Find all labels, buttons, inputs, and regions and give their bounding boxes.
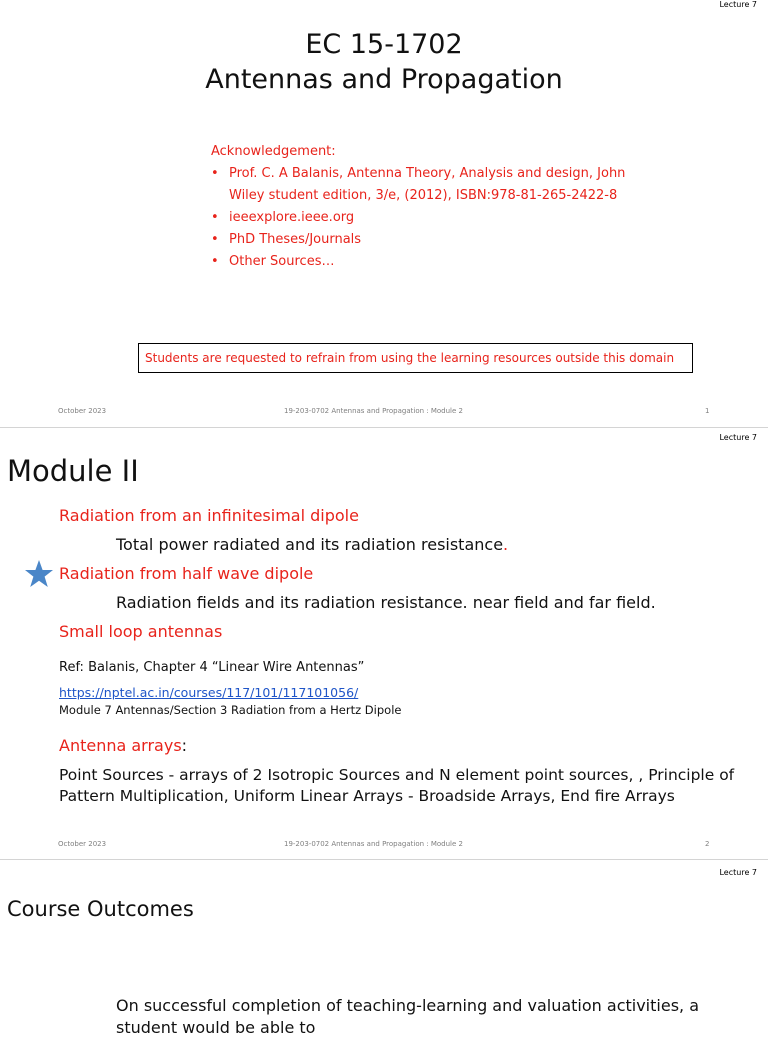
ack-item-text: ieeexplore.ieee.org <box>229 210 355 225</box>
list-item <box>211 163 641 207</box>
bullet-glyph: • <box>211 254 219 269</box>
footer-course: 19-203-0702 Antennas and Propagation : Module 2 <box>284 407 463 415</box>
footer-page-number: 1 <box>705 407 710 415</box>
lecture-label: Lecture 7 <box>719 433 757 442</box>
module-title: Module II <box>7 454 139 488</box>
subtext-main: Total power radiated and its radiation resistance <box>116 535 504 554</box>
course-outcomes-body: On successful completion of teaching-learning and valuation activities, a student would be able to <box>116 996 699 1037</box>
footer-course: 19-203-0702 Antennas and Propagation : Module 2 <box>284 840 463 848</box>
acknowledgement-list <box>211 163 641 273</box>
footer-date: October 2023 <box>58 407 107 415</box>
bullet-glyph: • <box>211 210 219 225</box>
slide-title <box>0 27 768 97</box>
ack-item-text: Other Sources… <box>229 254 335 269</box>
module-note: Module 7 Antennas/Section 3 Radiation from a Hertz Dipole <box>59 703 402 717</box>
subtext-dot: . <box>503 535 509 554</box>
ack-item-text: PhD Theses/Journals <box>229 232 362 247</box>
antenna-arrays-colon: : <box>181 736 188 755</box>
slide-2 <box>0 428 768 859</box>
acknowledgement-block <box>211 141 641 273</box>
section-subtext: Radiation fields and its radiation resistance. near field and far field. <box>116 593 656 612</box>
bullet-glyph: • <box>211 232 219 247</box>
slide-3 <box>0 860 768 1037</box>
course-outcomes-title: Course Outcomes <box>7 897 194 921</box>
lecture-label: Lecture 7 <box>719 0 757 9</box>
ack-item-text: Prof. C. A Balanis, Antenna Theory, Analysis and design, John Wiley student edition, 3/e, (2012), ISBN:978-81-265-2422-8 <box>229 166 626 203</box>
acknowledgement-heading: Acknowledgement: <box>211 144 336 159</box>
antenna-arrays-label: Antenna arrays <box>59 736 182 755</box>
nptel-link[interactable]: https://nptel.ac.in/courses/117/101/117101056/ <box>59 685 359 700</box>
section-heading-antenna-arrays <box>59 736 187 755</box>
list-item <box>211 229 641 251</box>
section-heading-infinitesimal-dipole: Radiation from an infinitesimal dipole <box>59 506 359 525</box>
course-name: Antennas and Propagation <box>205 64 563 95</box>
lecture-label: Lecture 7 <box>719 868 757 877</box>
footer-date: October 2023 <box>58 840 107 848</box>
slide-1 <box>0 0 768 427</box>
footer-page-number: 2 <box>705 840 710 848</box>
reference-text: Ref: Balanis, Chapter 4 “Linear Wire Antennas” <box>59 660 365 675</box>
list-item <box>211 207 641 229</box>
section-subtext <box>116 535 508 554</box>
section-heading-half-wave-dipole: Radiation from half wave dipole <box>59 564 314 583</box>
course-code: EC 15-1702 <box>305 29 463 60</box>
notice-box: Students are requested to refrain from using the learning resources outside this domain <box>138 343 693 373</box>
list-item <box>211 251 641 273</box>
section-heading-small-loop: Small loop antennas <box>59 622 223 641</box>
bullet-glyph: • <box>211 166 219 181</box>
antenna-arrays-body: Point Sources - arrays of 2 Isotropic Sources and N element point sources, , Principle of Pattern Multiplication, Uniform Linear Arrays - Broadside Arrays, End fire Arrays <box>59 766 735 805</box>
star-icon <box>24 559 54 589</box>
